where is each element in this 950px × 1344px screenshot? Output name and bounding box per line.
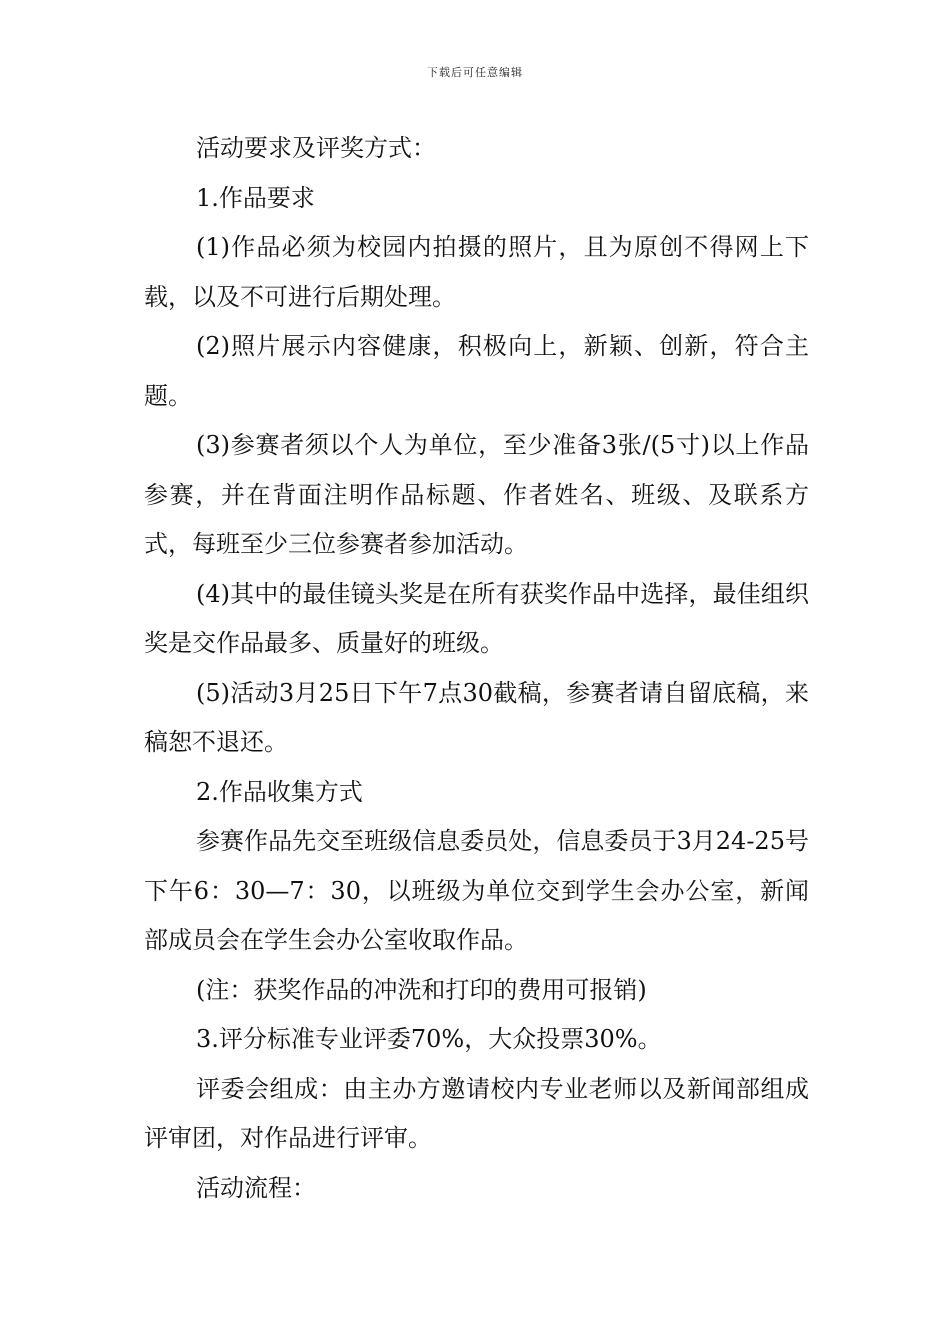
rule-item-3: (3)参赛者须以个人为单位，至少准备3张/(5寸)以上作品参赛，并在背面注明作品标题、作者姓名、班级、及联系方式，每班至少三位参赛者参加活动。 [144, 431, 809, 558]
collection-paragraph: 参赛作品先交至班级信息委员处，信息委员于3月24-25号下午6：30—7：30，以班级为单位交到学生会办公室，新闻部成员会在学生会办公室收取作品。 [144, 827, 809, 954]
rule-item-5: (5)活动3月25日下午7点30截稿，参赛者请自留底稿，来稿恕不退还。 [144, 678, 809, 756]
page-header: 下载后可任意编辑 [427, 66, 523, 79]
section-heading-process: 活动流程： [196, 1173, 316, 1202]
rule-item-4: (4)其中的最佳镜头奖是在所有获奖作品中选择，最佳组织奖是交作品最多、质量好的班级。 [144, 579, 809, 657]
scoring-standard: 3.评分标准专业评委70%，大众投票30%。 [196, 1025, 662, 1053]
subheading-work-requirements: 1.作品要求 [196, 183, 315, 212]
subheading-collection-method: 2.作品收集方式 [196, 777, 363, 806]
document-body [144, 124, 809, 1213]
rule-item-1: (1)作品必须为校园内拍摄的照片，且为原创不得网上下载，以及不可进行后期处理。 [144, 233, 809, 311]
rule-item-2: (2)照片展示内容健康，积极向上，新颖、创新，符合主题。 [144, 332, 809, 410]
jury-composition: 评委会组成：由主办方邀请校内专业老师以及新闻部组成评审团，对作品进行评审。 [144, 1074, 809, 1152]
reimbursement-note: (注：获奖作品的冲洗和打印的费用可报销) [196, 975, 647, 1004]
section-heading-requirements: 活动要求及评奖方式： [196, 134, 436, 162]
